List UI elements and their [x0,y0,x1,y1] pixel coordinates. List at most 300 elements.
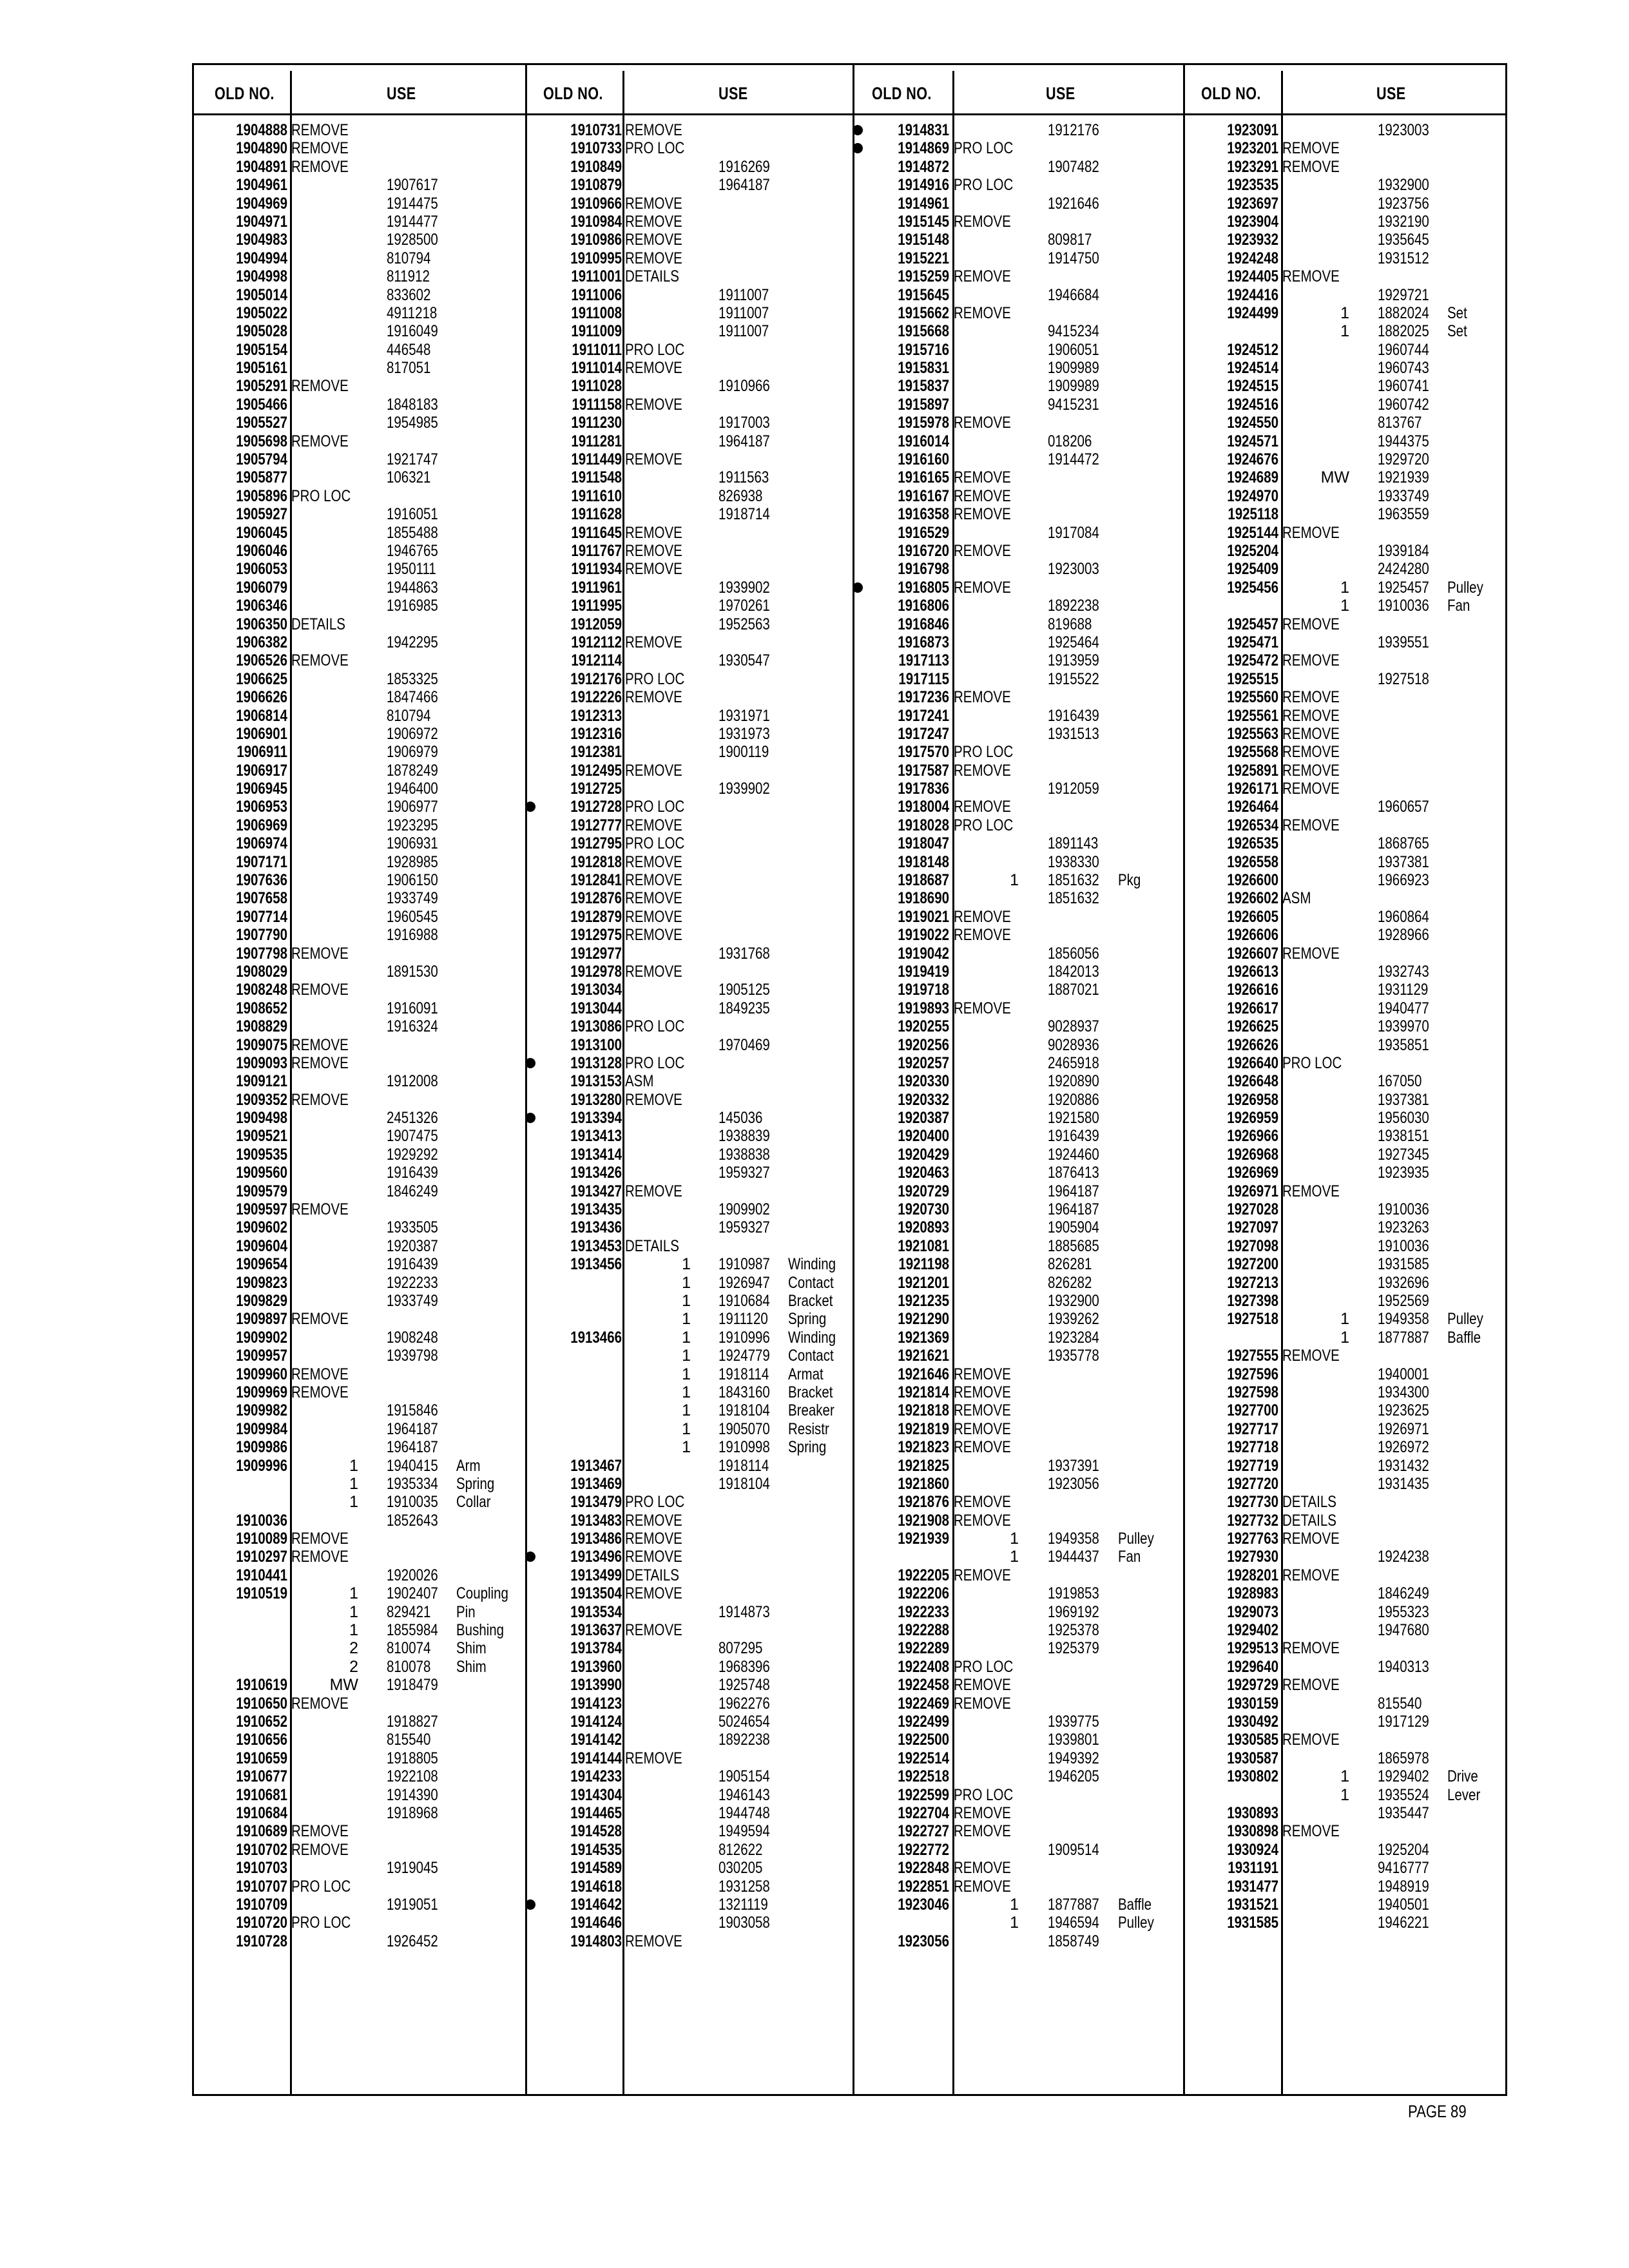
quantity: 1 [1010,1530,1019,1548]
old-number: 1909075 [236,1035,287,1054]
old-number: 1922205 [898,1566,949,1584]
old-number: 1923932 [1227,231,1278,249]
use-number: 1939551 [1378,633,1429,651]
remark: REMOVE [954,907,1011,926]
old-number: 1914916 [898,176,949,195]
use-number: 1949392 [1048,1749,1099,1767]
use-number: 1949358 [1378,1310,1429,1329]
old-number: 1910677 [236,1767,287,1786]
old-number: 1913467 [570,1456,622,1475]
use-number: 1946765 [387,541,438,560]
remark: PRO LOC [291,1914,351,1932]
remark: REMOVE [1282,761,1340,780]
use-number: 1909989 [1048,359,1099,378]
use-number: 1882025 [1378,322,1429,341]
old-number: 1910984 [570,212,622,231]
remark: REMOVE [954,1419,1011,1438]
old-number: 1904891 [236,157,287,176]
old-number: 1924970 [1227,486,1278,505]
use-number: 1925379 [1048,1639,1099,1658]
old-number: 1909535 [236,1145,287,1164]
quantity: MW [329,1676,358,1695]
remark: REMOVE [954,414,1011,432]
old-number: 1905022 [236,303,287,322]
quantity: 1 [1010,1914,1019,1932]
use-number: 1949358 [1048,1530,1099,1548]
use-number: 1929402 [1378,1767,1429,1786]
use-number: 1918714 [718,505,770,524]
description: Bushing [456,1621,505,1640]
use-number: 1944863 [387,578,438,597]
old-number: 1931585 [1227,1914,1278,1932]
remark: PRO LOC [625,798,685,816]
use-number: 1937381 [1378,852,1429,871]
use-number: 1939801 [1048,1731,1099,1749]
use-number: 1939184 [1378,541,1429,560]
old-number: 1909602 [236,1218,287,1237]
use-number: 1906979 [387,743,438,762]
use-number: 1918114 [718,1365,769,1383]
quantity: 1 [1340,303,1349,322]
old-number: 1906953 [236,798,287,816]
use-number: 1920886 [1048,1090,1099,1109]
old-number: 1913486 [570,1530,622,1548]
old-number: 1925563 [1227,724,1278,743]
remark: REMOVE [625,523,682,542]
use-number: 1887021 [1048,981,1099,999]
remark: REMOVE [625,1584,682,1603]
use-number: 1916988 [387,926,438,945]
remark: REMOVE [291,157,349,176]
remark: REMOVE [954,1566,1011,1584]
use-number: 1916439 [1048,1127,1099,1146]
old-number: 1906974 [236,834,287,853]
use-number: 1968396 [718,1657,770,1676]
old-number: 1924689 [1227,468,1278,487]
old-number: 1914142 [570,1731,622,1749]
use-number: 1916439 [387,1255,438,1274]
use-number: 1933505 [387,1218,438,1237]
old-number: 1923056 [898,1932,949,1950]
remark: REMOVE [954,303,1011,322]
old-number: 1913436 [570,1218,622,1237]
old-number: 1921201 [898,1273,949,1292]
use-number: 1916439 [1048,706,1099,725]
use-number: 1923263 [1378,1218,1429,1237]
use-number: 1917003 [718,414,770,432]
use-number: 1959327 [718,1164,770,1182]
remark: REMOVE [1282,157,1340,176]
quantity: 1 [349,1456,358,1475]
remark: REMOVE [954,267,1011,286]
old-number: 1915145 [898,212,949,231]
old-number: 1916167 [898,486,949,505]
remark: DETAILS [1282,1493,1336,1512]
remark: REMOVE [954,1365,1011,1383]
old-number: 1909352 [236,1090,287,1109]
old-number: 1925560 [1227,688,1278,707]
old-number: 1922469 [898,1694,949,1713]
remark: REMOVE [954,1438,1011,1457]
remark: PRO LOC [291,1877,351,1896]
use-number: 1935778 [1048,1347,1099,1365]
remark: PRO LOC [954,176,1014,195]
use-number: 1843160 [718,1383,770,1401]
old-number: 1908029 [236,962,287,981]
old-number: 1906079 [236,578,287,597]
remark: PRO LOC [954,1785,1014,1804]
remark: REMOVE [954,212,1011,231]
remark: REMOVE [291,1053,349,1072]
remark: REMOVE [954,798,1011,816]
remark: REMOVE [625,395,682,414]
remark: REMOVE [291,1090,349,1109]
old-number: 1913534 [570,1602,622,1621]
quantity: 1 [682,1347,691,1365]
remark: REMOVE [954,999,1011,1017]
old-number: 1910656 [236,1731,287,1749]
use-number: 1935334 [387,1474,438,1493]
old-number: 1927518 [1227,1310,1278,1329]
use-number: 1946400 [387,780,438,798]
use-number: 1933749 [387,889,438,908]
use-number: 1916269 [718,157,770,176]
quantity: 1 [349,1602,358,1621]
use-number: 9028936 [1048,1035,1099,1054]
quantity: 1 [682,1401,691,1420]
old-number: 1913153 [570,1072,622,1091]
old-number: 1912313 [570,706,622,725]
old-number: 1914642 [570,1895,622,1914]
use-number: 815540 [1378,1694,1422,1713]
old-number: 1914831 [898,121,949,139]
use-number: 1917129 [1378,1712,1429,1731]
use-number: 1849235 [718,999,770,1017]
old-number: 1913784 [570,1639,622,1658]
use-number: 1910998 [718,1438,770,1457]
use-number: 1910035 [387,1493,438,1512]
old-number: 1927200 [1227,1255,1278,1274]
old-number: 1922599 [898,1785,949,1804]
old-number: 1931191 [1228,1859,1278,1878]
old-number: 1906053 [236,560,287,579]
use-number: 1877887 [1048,1895,1099,1914]
quantity: 1 [682,1438,691,1457]
use-number: 1926972 [1378,1438,1429,1457]
old-number: 1926602 [1227,889,1278,908]
use-number: 1952563 [718,615,770,633]
old-number: 1910650 [236,1694,287,1713]
use-number: 811912 [387,267,430,286]
old-number: 1917247 [898,724,949,743]
use-number: 1938839 [718,1127,770,1146]
old-number: 1915662 [898,303,949,322]
old-number: 1916846 [898,615,949,633]
use-number: 1916051 [387,505,438,524]
remark: REMOVE [954,1822,1011,1841]
description: Winding [788,1255,836,1274]
old-number: 1926640 [1227,1053,1278,1072]
old-number: 1926534 [1227,816,1278,834]
old-number: 1912176 [570,669,622,688]
remark: REMOVE [625,962,682,981]
old-number: 1922514 [898,1749,949,1767]
quantity: 1 [1340,1767,1349,1786]
old-number: 1905698 [236,432,287,450]
old-number: 1914233 [570,1767,622,1786]
old-number: 1904969 [236,194,287,213]
old-number: 1920730 [898,1200,949,1219]
old-number: 1906911 [236,743,287,762]
old-number: 1920463 [898,1164,949,1182]
use-number: 1959327 [718,1218,770,1237]
remark: REMOVE [625,194,682,213]
use-number: 1921580 [1048,1109,1099,1128]
use-number: 1931768 [718,944,770,963]
old-number: 1921939 [898,1530,949,1548]
use-number: 2451326 [387,1109,438,1128]
use-number: 1938330 [1048,852,1099,871]
use-number: 1918805 [387,1749,438,1767]
old-no-header: OLD NO. [215,84,275,103]
old-number: 1922518 [898,1767,949,1786]
use-number: 1927345 [1378,1145,1429,1164]
use-number: 1914750 [1048,249,1099,267]
old-number: 1914646 [570,1914,622,1932]
old-number: 1911009 [571,322,622,341]
use-number: 1851632 [1048,871,1099,890]
use-number: 807295 [718,1639,763,1658]
use-number: 1923056 [1048,1474,1099,1493]
remark: REMOVE [954,1676,1011,1695]
old-number: 1913435 [570,1200,622,1219]
use-number: 1910987 [718,1255,770,1274]
bullet-icon [525,1058,535,1068]
use-number: 1877887 [1378,1328,1429,1347]
remark: REMOVE [625,121,682,139]
quantity: 1 [349,1621,358,1640]
remark: REMOVE [954,468,1011,487]
old-number: 1910652 [236,1712,287,1731]
remark: REMOVE [1282,615,1340,633]
old-number: 1923291 [1227,157,1278,176]
remark: REMOVE [1282,706,1340,725]
use-number: 1964187 [387,1419,438,1438]
old-number: 1912795 [570,834,622,853]
use-number: 1910036 [1378,1200,1429,1219]
old-number: 1924248 [1227,249,1278,267]
old-number: 1910519 [236,1584,287,1603]
old-number: 1925561 [1227,706,1278,725]
remark: REMOVE [954,1511,1011,1530]
use-number: 1915846 [387,1401,438,1420]
old-number: 1913496 [570,1548,622,1566]
quantity: 1 [682,1273,691,1292]
old-number: 1930585 [1227,1731,1278,1749]
description: Bracket [788,1383,833,1401]
use-number: 1911007 [718,322,769,341]
remark: REMOVE [625,871,682,890]
old-number: 1930898 [1227,1822,1278,1841]
old-number: 1922499 [898,1712,949,1731]
old-number: 1910659 [236,1749,287,1767]
old-number: 1920255 [898,1017,949,1036]
use-number: 1926947 [718,1273,770,1292]
old-number: 1909093 [236,1053,287,1072]
old-number: 1921860 [898,1474,949,1493]
remark: REMOVE [1282,1676,1340,1695]
use-number: 1946594 [1048,1914,1099,1932]
old-number: 1906045 [236,523,287,542]
old-number: 1918028 [898,816,949,834]
old-number: 1922233 [898,1602,949,1621]
old-number: 1912114 [571,651,622,670]
old-number: 1924676 [1227,450,1278,469]
old-number: 1909823 [236,1273,287,1292]
description: Armat [788,1365,824,1383]
use-number: 1876413 [1048,1164,1099,1182]
old-number: 1919419 [898,962,949,981]
old-number: 1927555 [1227,1347,1278,1365]
old-number: 1910720 [236,1914,287,1932]
old-number: 1925515 [1227,669,1278,688]
remark: PRO LOC [954,743,1014,762]
old-number: 1925471 [1227,633,1278,651]
use-number: 1912059 [1048,780,1099,798]
description: Spring [456,1474,495,1493]
use-number: 1960744 [1378,340,1429,359]
old-number: 1905877 [236,468,287,487]
use-number: 1969192 [1048,1602,1099,1621]
quantity: 1 [682,1292,691,1310]
quantity: 1 [1010,1548,1019,1566]
remark: REMOVE [291,1200,349,1219]
use-number: 1856056 [1048,944,1099,963]
old-number: 1913280 [570,1090,622,1109]
old-number: 1913426 [570,1164,622,1182]
old-number: 1913469 [570,1474,622,1493]
use-number: 1931512 [1378,249,1429,267]
old-number: 1922727 [898,1822,949,1841]
old-number: 1927763 [1227,1530,1278,1548]
old-number: 1909121 [236,1072,287,1091]
description: Collar [456,1493,491,1512]
old-number: 1921825 [898,1456,949,1475]
old-number: 1913453 [570,1236,622,1255]
use-number: 1851632 [1048,889,1099,908]
old-number: 1912495 [570,761,622,780]
old-number: 1906945 [236,780,287,798]
use-number: 1938151 [1378,1127,1429,1146]
old-number: 1924405 [1227,267,1278,286]
use-number: 1865978 [1378,1749,1429,1767]
old-number: 1918148 [898,852,949,871]
use-number: 1931973 [718,724,770,743]
use-number: 1964187 [718,432,770,450]
use-number: 1906051 [1048,340,1099,359]
use-number: 1321119 [718,1895,768,1914]
old-number: 1925472 [1227,651,1278,670]
remark: REMOVE [1282,743,1340,762]
old-number: 1911006 [571,285,622,304]
remark: PRO LOC [625,1053,685,1072]
old-number: 1911449 [571,450,622,469]
old-number: 1916806 [898,597,949,615]
remark: REMOVE [291,1383,349,1401]
old-number: 1925568 [1227,743,1278,762]
use-number: 1918104 [718,1474,770,1493]
use-number: 829421 [387,1602,431,1621]
old-number: 1927598 [1227,1383,1278,1401]
use-number: 1932190 [1378,212,1429,231]
use-number: 1912008 [387,1072,438,1091]
old-number: 1926607 [1227,944,1278,963]
use-number: 1919051 [387,1895,438,1914]
old-number: 1923091 [1227,121,1278,139]
old-number: 1906626 [236,688,287,707]
old-number: 1926626 [1227,1035,1278,1054]
remark: DETAILS [625,267,679,286]
remark: REMOVE [291,1365,349,1383]
quantity: 1 [1340,1310,1349,1329]
old-number: 1925144 [1227,523,1278,542]
description: Lever [1447,1785,1481,1804]
remark: DETAILS [291,615,345,633]
quantity: 1 [349,1474,358,1493]
use-number: 1940415 [387,1456,438,1475]
use-number: 1924779 [718,1347,770,1365]
remark: REMOVE [954,1493,1011,1512]
use-number: 4911218 [387,303,438,322]
old-number: 1927098 [1227,1236,1278,1255]
use-number: 1916985 [387,597,438,615]
old-number: 1905014 [236,285,287,304]
use-number: 1902407 [387,1584,438,1603]
header-divider [192,113,1507,115]
old-number: 1906969 [236,816,287,834]
use-number: 1946684 [1048,285,1099,304]
old-number: 1910702 [236,1840,287,1859]
old-number: 1928201 [1227,1566,1278,1584]
remark: PRO LOC [954,1657,1014,1676]
remark: REMOVE [291,981,349,999]
old-number: 1913637 [570,1621,622,1640]
description: Pulley [1118,1914,1154,1932]
use-number: 1906150 [387,871,438,890]
use-number: 1948919 [1378,1877,1429,1896]
old-number: 1927700 [1227,1401,1278,1420]
use-number: 1925457 [1378,578,1429,597]
old-number: 1907636 [236,871,287,890]
use-number: 1923003 [1378,121,1429,139]
quantity: 2 [349,1639,358,1658]
old-number: 1922289 [898,1639,949,1658]
old-number: 1904888 [236,121,287,139]
use-number: 1907482 [1048,157,1099,176]
use-number: 446548 [387,340,431,359]
description: Set [1447,303,1467,322]
use-number: 1931585 [1378,1255,1429,1274]
old-number: 1916358 [898,505,949,524]
remark: REMOVE [291,1822,349,1841]
old-number: 1911645 [571,523,622,542]
old-number: 1909604 [236,1236,287,1255]
quantity: 1 [682,1419,691,1438]
old-number: 1918004 [898,798,949,816]
use-number: 1935447 [1378,1803,1429,1822]
use-number: 1846249 [387,1182,438,1200]
old-number: 1910707 [236,1877,287,1896]
